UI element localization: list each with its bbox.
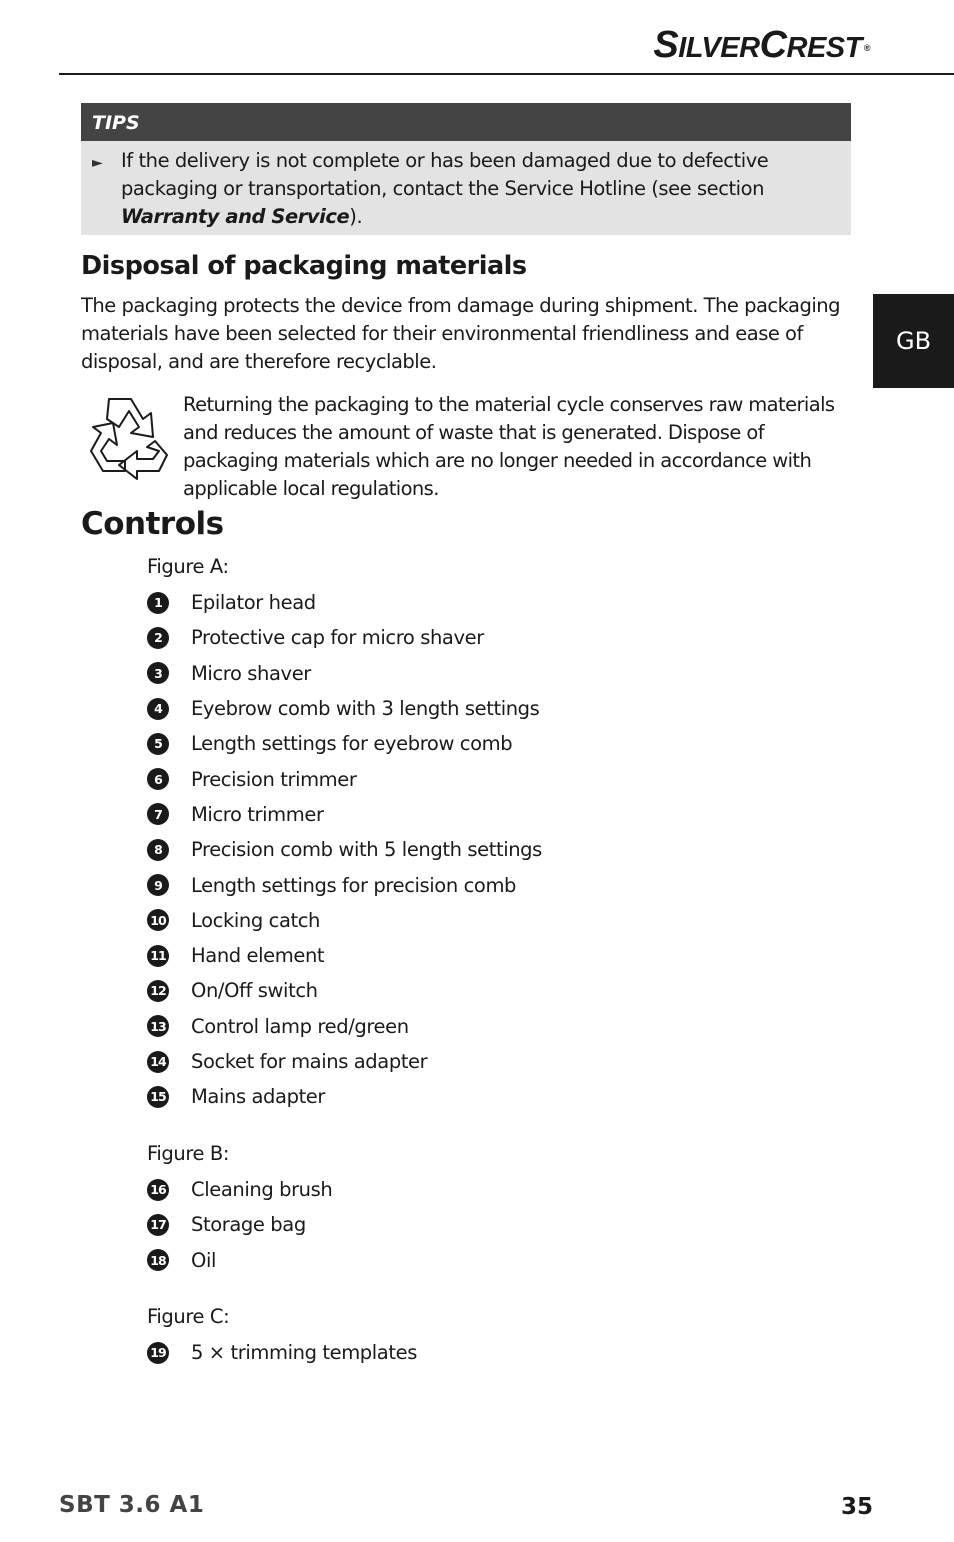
item-label: Length settings for precision comb [191,873,517,897]
item-number: 13 [147,1015,169,1037]
item-label: Protective cap for micro shaver [191,626,484,650]
controls-heading: Controls [81,506,224,542]
list-item [147,903,542,938]
disposal-heading: Disposal of packaging materials [81,251,527,281]
list-item [147,797,542,832]
list-item [147,1207,332,1242]
list-item [147,1044,542,1079]
item-number: 7 [147,803,169,825]
item-label: Cleaning brush [191,1178,333,1202]
item-label: Micro trimmer [191,802,324,826]
item-label: Locking catch [191,908,321,932]
item-label: Epilator head [191,591,316,615]
item-label: Precision trimmer [191,767,357,791]
item-label: Storage bag [191,1213,306,1237]
tips-box [81,103,851,235]
list-item [147,1172,332,1207]
list-item [147,1079,542,1114]
item-number: 15 [147,1086,169,1108]
item-label: Micro shaver [191,661,311,685]
item-number: 14 [147,1051,169,1073]
list-item [147,832,542,867]
brand-logo: SILVERCREST ® [653,24,870,66]
list-item [147,761,542,796]
item-number: 3 [147,662,169,684]
item-label: Socket for mains adapter [191,1050,428,1073]
item-label: 5 × trimming templates [191,1341,417,1365]
item-number: 12 [147,980,169,1002]
language-tab-gb: GB [873,294,954,388]
figure-c-label: Figure C: [147,1305,230,1328]
item-number: 10 [147,909,169,931]
list-item [147,691,542,726]
figure-b-list [147,1172,332,1278]
recycle-paragraph: Returning the packaging to the material cycle conserves raw materials and reduces the amount of waste that is generated. Dispose of packaging materials which are no longer needed in accordance with applicable local regulations. [183,393,835,500]
item-label: Length settings for eyebrow comb [191,732,513,756]
list-item [147,938,542,973]
item-label: Eyebrow comb with 3 length settings [191,697,540,721]
list-item [147,656,542,691]
list-item [147,620,542,655]
item-label: Oil [191,1248,216,1272]
item-number: 4 [147,698,169,720]
header-rule [59,73,954,75]
recycle-icon [79,393,172,481]
item-number: 9 [147,874,169,896]
list-item [147,726,542,761]
tips-text-end: ). [349,205,363,228]
tips-body [81,141,851,235]
footer-model: SBT 3.6 A1 [59,1492,205,1518]
item-label: Mains adapter [191,1085,326,1109]
item-number: 18 [147,1249,169,1271]
item-label: On/Off switch [191,979,318,1003]
tips-text: If the delivery is not complete or has been damaged due to defective packaging or transportation, contact the Service Hotline (see section [121,149,769,200]
arrow-right-icon: ► [92,155,103,171]
figure-a-list [147,585,542,1114]
list-item [147,867,542,902]
list-item [147,585,542,620]
list-item [147,1243,332,1278]
list-item [147,1009,542,1044]
item-number: 5 [147,733,169,755]
tips-heading: TIPS [81,103,851,141]
tips-section-ref: Warranty and Service [121,205,350,228]
item-label: Hand element [191,944,325,968]
item-number: 2 [147,627,169,649]
item-number: 17 [147,1214,169,1236]
item-number: 16 [147,1179,169,1201]
figure-b-label: Figure B: [147,1142,230,1165]
item-number: 19 [147,1342,169,1364]
figure-c-list [147,1335,417,1370]
item-label: Precision comb with 5 length settings [191,838,542,862]
item-label: Control lamp red/green [191,1014,409,1038]
disposal-paragraph: The packaging protects the device from damage during shipment. The packaging materials have been selected for their environmental friendliness and ease of disposal, and are therefore recyclable. [81,294,841,373]
list-item [147,973,542,1008]
item-number: 6 [147,768,169,790]
item-number: 11 [147,945,169,967]
item-number: 8 [147,839,169,861]
page-number: 35 [841,1494,874,1520]
list-item [147,1335,417,1370]
figure-a-label: Figure A: [147,555,229,578]
item-number: 1 [147,592,169,614]
